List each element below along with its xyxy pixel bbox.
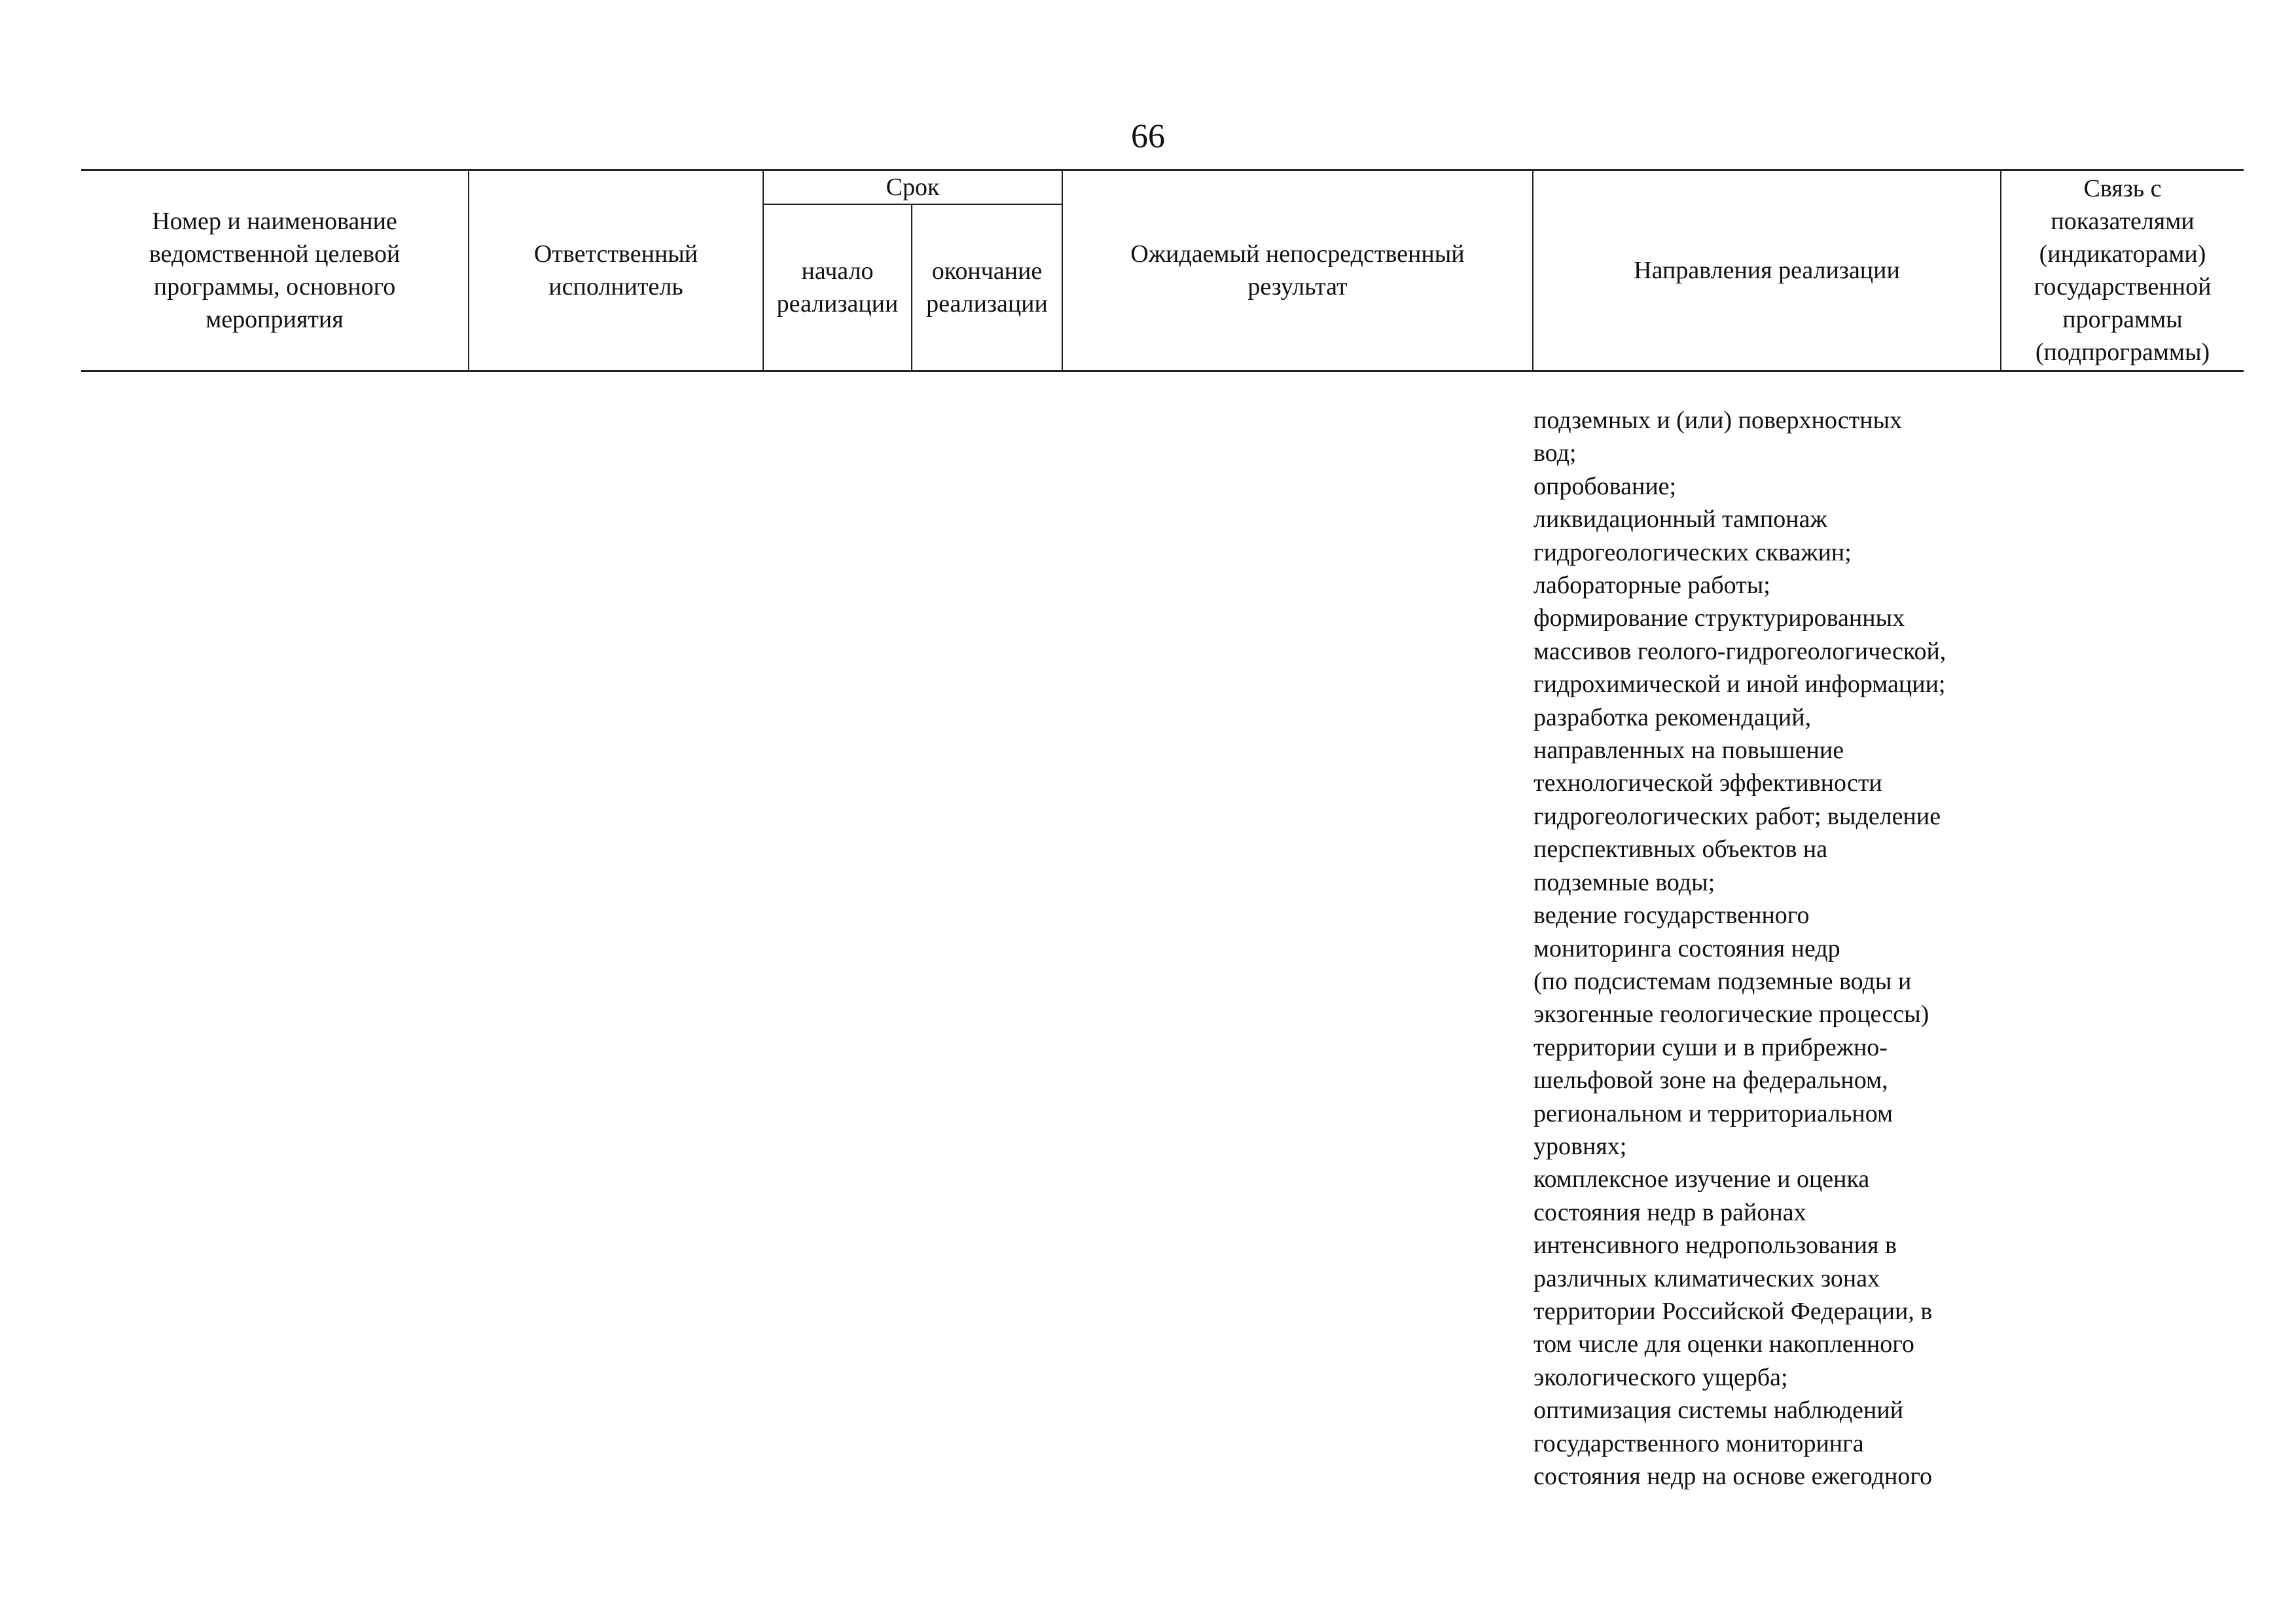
header-line: (подпрограммы) bbox=[2035, 338, 2210, 366]
header-line: Ожидаемый непосредственный bbox=[1130, 240, 1465, 268]
directions-line: гидрогеологических работ; выделение bbox=[1534, 802, 1941, 830]
header-line: (индикаторами) bbox=[2039, 240, 2206, 268]
directions-line: комплексное изучение и оценка bbox=[1534, 1165, 1870, 1194]
header-start bbox=[763, 204, 912, 371]
directions-line: различных климатических зонах bbox=[1534, 1264, 1880, 1292]
directions-line: государственного мониторинга bbox=[1534, 1429, 1864, 1457]
header-line: результат bbox=[1247, 273, 1348, 301]
header-line: исполнитель bbox=[548, 273, 683, 301]
directions-line: подземных и (или) поверхностных bbox=[1534, 407, 1903, 434]
header-line: программы, основного bbox=[153, 273, 396, 301]
header-line: реализации bbox=[926, 290, 1048, 318]
header-line: программы bbox=[2062, 306, 2183, 333]
header-line: Связь с bbox=[2083, 175, 2162, 202]
table-header bbox=[81, 169, 2244, 372]
header-end bbox=[912, 204, 1062, 371]
directions-line: мониторинга состояния недр bbox=[1534, 934, 1840, 962]
directions-line: территории суши и в прибрежно- bbox=[1534, 1033, 1888, 1061]
directions-line: интенсивного недропользования в bbox=[1534, 1231, 1897, 1260]
directions-line: массивов геолого-гидрогеологической, bbox=[1534, 637, 1946, 665]
directions-line: экзогенные геологические процессы) bbox=[1534, 1000, 1929, 1029]
directions-line: региональном и территориальном bbox=[1534, 1099, 1893, 1127]
header-program bbox=[81, 170, 469, 371]
directions-line: лабораторные работы; bbox=[1534, 572, 1770, 600]
directions-line: том числе для оценки накопленного bbox=[1534, 1330, 1914, 1359]
header-indicators-link bbox=[2001, 170, 2244, 371]
directions-line: формирование структурированных bbox=[1534, 604, 1905, 632]
header-line: Ответственный bbox=[533, 240, 698, 268]
header-directions: Направления реализации bbox=[1533, 170, 2001, 371]
header-line: реализации bbox=[776, 290, 899, 318]
header-line: государственной bbox=[2034, 273, 2212, 301]
directions-line: состояния недр на основе ежегодного bbox=[1534, 1463, 1933, 1490]
header-term: Срок bbox=[763, 170, 1062, 205]
directions-line: ликвидационный тампонаж bbox=[1534, 505, 1827, 534]
header-line: ведомственной целевой bbox=[149, 240, 401, 268]
directions-line: гидрохимической и иной информации; bbox=[1534, 670, 1946, 699]
directions-line: оптимизация системы наблюдений bbox=[1534, 1396, 1904, 1425]
directions-line: территории Российской Федерации, в bbox=[1534, 1297, 1933, 1325]
page-number: 66 bbox=[1131, 118, 1165, 155]
directions-line: гидрогеологических скважин; bbox=[1534, 538, 1852, 566]
directions-line: ведение государственного bbox=[1534, 902, 1810, 930]
header-line: начало bbox=[801, 257, 874, 285]
header-line: мероприятия bbox=[206, 306, 344, 333]
directions-line: состояния недр в районах bbox=[1534, 1198, 1806, 1226]
directions-line: вод; bbox=[1534, 439, 1577, 467]
directions-line: технологической эффективности bbox=[1534, 769, 1882, 797]
directions-line: разработка рекомендаций, bbox=[1534, 703, 1812, 731]
directions-line: уровнях; bbox=[1534, 1132, 1627, 1160]
header-line: окончание bbox=[931, 257, 1043, 285]
directions-line: перспективных объектов на bbox=[1534, 835, 1828, 864]
header-line: Номер и наименование bbox=[152, 208, 397, 235]
directions-line: направленных на повышение bbox=[1534, 737, 1844, 765]
directions-line: экологического ущерба; bbox=[1534, 1363, 1788, 1391]
directions-text bbox=[1534, 404, 2005, 1493]
header-executor bbox=[469, 170, 763, 371]
directions-line: (по подсистемам подземные воды и bbox=[1534, 967, 1912, 995]
header-line: показателями bbox=[2051, 208, 2195, 235]
directions-line: опробование; bbox=[1534, 472, 1677, 500]
header-expected-result bbox=[1062, 170, 1533, 371]
directions-line: шельфовой зоне на федеральном, bbox=[1534, 1067, 1888, 1095]
directions-line: подземные воды; bbox=[1534, 868, 1715, 896]
